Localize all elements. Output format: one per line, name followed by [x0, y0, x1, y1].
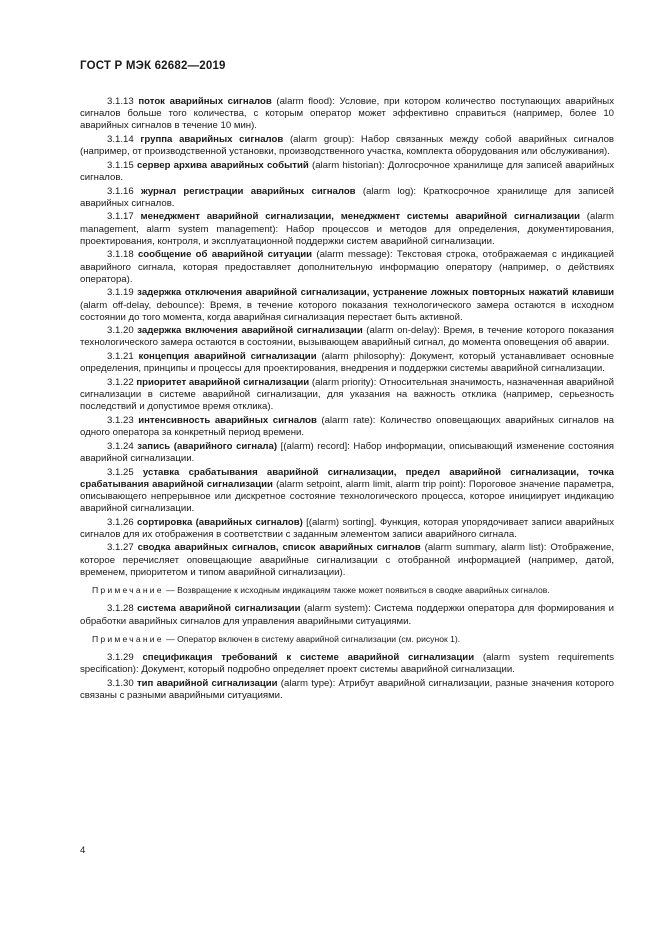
definition-text: (alarm message): Текстовая строка, отображаемая с индикацией аварийного сигнала, которая предоставляет дополнительную информацию оператору (например, о действиях оператора). — [80, 249, 614, 285]
definition-entry — [80, 287, 614, 323]
definition-entry — [80, 325, 614, 349]
definition-term: интенсивность аварийных сигналов — [138, 414, 317, 426]
definition-term: группа аварийных сигналов — [140, 133, 284, 145]
definition-entry — [80, 441, 614, 465]
definition-text: (alarm rate): Количество оповещающих аварийных сигналов на одного оператора за конкретный период времени. — [80, 414, 614, 439]
definition-text: (alarm philosophy): Документ, который устанавливает основные определения, принципы и процессы для проектирования, внедрения и поддержки системы аварийной сигнализации. — [80, 351, 614, 375]
definitions-list — [80, 96, 614, 704]
definition-number: 3.1.14 — [107, 133, 134, 145]
note-text: — Возвращение к исходным индикациям также может появиться в сводке аварийных сигналов. — [163, 584, 550, 595]
definition-term: приоритет аварийной сигнализации — [136, 376, 310, 388]
definition-text: (alarm system requirements specification): Документ, который подробно определяет проект системы аварийной сигнализации. — [80, 652, 614, 676]
note-paragraph — [80, 634, 614, 645]
definition-term: задержка отключения аварийной сигнализации, устранение ложных повторных нажатий клавиши — [137, 287, 614, 299]
definition-entry — [80, 249, 614, 285]
definition-number: 3.1.17 — [107, 211, 134, 223]
definition-entry — [80, 351, 614, 375]
definition-entry — [80, 603, 614, 627]
definition-number: 3.1.16 — [107, 185, 134, 197]
definition-text: (alarm flood): Условие, при котором количество поступающих аварийных сигналов больше того количества, с которым оператор может эффективно справиться (например, более 10 аварийных сигналов в течение 10 мин). — [80, 96, 614, 132]
definition-entry — [80, 415, 614, 439]
definition-text: [(alarm) sorting]. Функция, которая упорядочивает записи аварийных сигналов для их отображения в соответствии с заданным элементом записи аварийного сигнала. — [80, 516, 614, 540]
definition-number: 3.1.19 — [107, 287, 134, 299]
definition-term: поток аварийных сигналов — [138, 96, 272, 107]
definition-number: 3.1.26 — [107, 516, 134, 528]
definition-number: 3.1.25 — [107, 466, 134, 478]
definition-term: журнал регистрации аварийных сигналов — [141, 185, 356, 197]
definition-text: (alarm type): Атрибут аварийной сигнализации, разные значения которого связаны с разными аварийными ситуациями. — [80, 677, 614, 702]
definition-number: 3.1.18 — [107, 249, 134, 261]
definition-entry — [80, 517, 614, 541]
definition-text: (alarm summary, alarm list): Отображение, которое перечисляет оповещающие аварийные сигнализации с отобранной информацией (например, датой, временем, приоритетом и типом аварийной сигнализации). — [80, 542, 614, 578]
note-text: — Оператор включен в систему аварийной сигнализации (см. рисунок 1). — [163, 633, 461, 644]
definition-term: запись (аварийного сигнала) — [137, 440, 278, 452]
definition-term: концепция аварийной сигнализации — [138, 351, 317, 363]
definition-term: сортировка (аварийных сигналов) — [137, 516, 303, 528]
definition-text: (alarm log): Краткосрочное хранилище для записей аварийных сигналов. — [80, 185, 614, 209]
definition-text: (alarm priority): Относительная значимость, назначенная аварийной сигнализации в системе аварийной сигнализации, для указания на важность отклика (например, серьезность последствий и допустимое время отклика). — [80, 376, 614, 413]
definition-entry — [80, 96, 614, 132]
definition-term: сообщение об аварийной ситуации — [137, 249, 313, 261]
definition-entry — [80, 678, 614, 702]
definition-entry — [80, 377, 614, 413]
definition-text: (alarm setpoint, alarm limit, alarm trip point): Пороговое значение параметра, описывающего непрерывное или дискретное состояние технологического процесса, которое инициирует индикацию аварийной сигнализации. — [80, 478, 615, 514]
definition-entry — [80, 160, 614, 184]
definition-term: задержка включения аварийной сигнализации — [137, 325, 363, 337]
definition-number: 3.1.13 — [107, 96, 134, 107]
definition-number: 3.1.23 — [107, 414, 134, 426]
definition-number: 3.1.27 — [107, 542, 134, 554]
definition-term: менеджмент аварийной сигнализации, менеджмент системы аварийной сигнализации — [140, 211, 580, 223]
definition-entry — [80, 542, 614, 578]
definition-entry — [80, 652, 614, 676]
definition-entry — [80, 186, 614, 210]
definition-text: (alarm off-delay, debounce): Время, в течение которого показания технологического замера остаются в исходном состоянии до того момента, когда аварийная сигнализация перестает быть активной. — [80, 299, 614, 323]
page-number: 4 — [80, 845, 86, 856]
definition-term: спецификация требований к системе аварийной сигнализации — [142, 652, 475, 664]
definition-term: тип аварийной сигнализации — [136, 677, 278, 689]
definition-text: (alarm on-delay): Время, в течение которого показания технологического замера остаются в состоянии, вызывающем аварийный сигнал, до момента оповещения об аварии. — [80, 325, 614, 349]
definition-number: 3.1.29 — [107, 652, 134, 664]
definition-entry — [80, 467, 614, 516]
definition-number: 3.1.21 — [107, 351, 134, 363]
definition-term: уставка срабатывания аварийной сигнализации, предел аварийной сигнализации, точка срабатывания аварийной сигнализации — [80, 466, 614, 490]
note-paragraph — [80, 585, 614, 596]
definition-number: 3.1.22 — [107, 376, 134, 388]
note-label: Примечание — [92, 633, 164, 644]
definition-number: 3.1.15 — [107, 159, 134, 171]
definition-entry — [80, 211, 614, 247]
definition-number: 3.1.20 — [107, 325, 134, 337]
definition-text: (alarm group): Набор связанных между собой аварийных сигналов (например, от производственной установки, производственного участка, комплекта оборудования или обслуживания). — [80, 133, 615, 158]
definition-term: сводка аварийных сигналов, список аварийных сигналов — [137, 542, 421, 554]
definition-text: (alarm management, alarm system management): Набор процессов и методов для определения, документирования, проектирования, контроля, и эксплуатационной поддержки систем аварийной сигнализации. — [80, 211, 614, 247]
definition-number: 3.1.28 — [107, 603, 134, 615]
definition-text: (alarm historian): Долгосрочное хранилище для записей аварийных сигналов. — [80, 159, 614, 183]
note-label: Примечание — [92, 584, 164, 595]
definition-number: 3.1.30 — [107, 677, 134, 689]
document-header: ГОСТ Р МЭК 62682—2019 — [80, 60, 226, 72]
definition-term: система аварийной сигнализации — [137, 603, 301, 615]
definition-text: [(alarm) record]: Набор информации, описывающий изменение состояния аварийной сигнализации. — [80, 440, 614, 464]
definition-term: сервер архива аварийных событий — [136, 159, 309, 171]
definition-text: (alarm system): Система поддержки оператора для формирования и обработки аварийных сигналов для управления аварийными ситуациями. — [80, 603, 614, 627]
definition-entry — [80, 134, 614, 158]
definition-number: 3.1.24 — [107, 440, 134, 452]
